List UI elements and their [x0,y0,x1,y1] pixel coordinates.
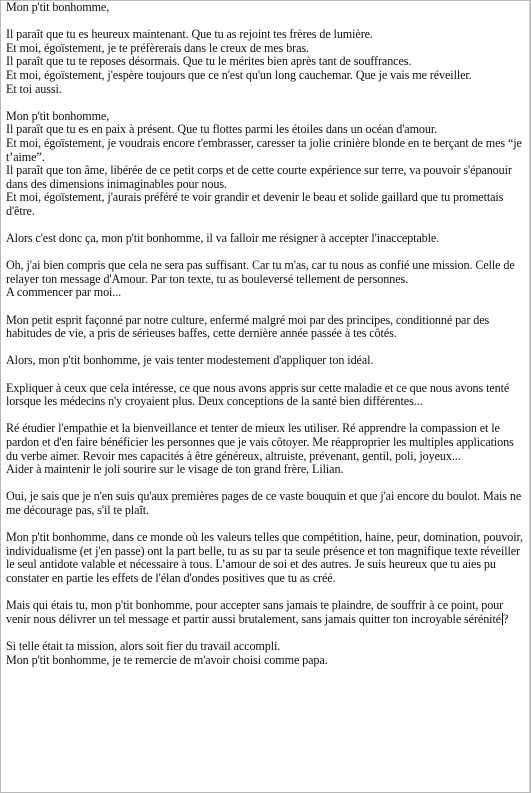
paragraph-4: Alors c'est donc ça, mon p'tit bonhomme, il va falloir me résigner à accepter l'inacceptable. [6,231,440,246]
paragraph-1: Mon p'tit bonhomme, [6,0,110,14]
paragraph-2: Il paraît que tu es heureux maintenant. Que tu as rejoint tes frères de lumière. Et moi, égoïstement, je te préfèrerais dans le creux de mes bras. Il paraît que tu te reposes désormais. Que tu le mérites bien après tant de souffrances. Et moi, égoïstement, j'espère toujours que ce n'est qu'un long cauchemar. Que je vais me réveiller. Et toi aussi. [6,27,472,96]
paragraph-11: Mon p'tit bonhomme, dans ce monde où les valeurs telles que compétition, haine, peur, domination, pouvoir, individualisme (et j'en passe) ont la part belle, tu as su par ta seule présence et ton magnifique texte réveiller le seul antidote valable et nécessaire à tous. L’amour de soi et des autres. Je suis heureux que tu aies pu constater en partie les effets de l'élan d'ondes positives que tu as créé. [6,530,523,585]
document-body[interactable] [6,1,528,681]
paragraph-6: Mon petit esprit façonné par notre culture, enfermé malgré moi par des principes, conditionné par des habitudes de vie, a pris de sérieuses baffes, cette dernière année passée à tes côtés. [6,312,490,341]
page-right-edge [529,1,530,792]
paragraph-7: Alors, mon p'tit bonhomme, je vais tenter modestement d'appliquer ton idéal. [6,353,374,368]
paragraph-13: Si telle était ta mission, alors soit fier du travail accompli. Mon p'tit bonhomme, je te remercie de m'avoir choisi comme papa. [6,638,328,667]
paragraph-9: Ré étudier l'empathie et la bienveillance et tenter de mieux les utiliser. Ré apprendre la compassion et le pardon et d'en faire bénéficier les personnes que je vais côtoyer. Me réapproprier les multiples applications du verbe aimer. Revoir mes capacités à être généreux, altruiste, prévenant, gentil, poli, joyeux... Aider à maintenir le joli sourire sur le visage de ton grand frère, Lilian. [6,421,514,477]
paragraph-12 [6,599,528,626]
paragraph-12-tail: ? [503,611,509,626]
paragraph-12-text: Mais qui étais tu, mon p'tit bonhomme, pour accepter sans jamais te plaindre, de souffrir à ce point, pour venir nous délivrer un tel message et partir aussi brutalement, sans jamais quitter ton incroyable sérénité [6,598,504,626]
paragraph-8: Expliquer à ceux que cela intéresse, ce que nous avons appris sur cette maladie et ce que nous avons tenté lorsque les médecins n'y croyaient plus. Deux conceptions de la santé bien différentes... [6,380,510,409]
paragraph-5: Oh, j'ai bien compris que cela ne sera pas suffisant. Car tu m'as, car tu nous as confié une mission. Celle de relayer ton message d'Amour. Par ton texte, tu as bouleversé tellement de personnes. A commencer par moi... [6,258,515,300]
paragraph-10: Oui, je sais que je n'en suis qu'aux premières pages de ce vaste bouquin et que j'ai encore du boulot. Mais ne me décourage pas, s'il te plaît. [6,489,522,517]
paragraph-3: Mon p'tit bonhomme, Il paraît que tu es en paix à présent. Que tu flottes parmi les étoiles dans un océan d'amour. Et moi, égoïstement, je voudrais encore t'embrasser, caresser ta jolie crinière blonde en te berçant de mes “je t’aime”. Il paraît que ton âme, libérée de ce petit corps et de cette courte expérience sur terre, va pouvoir s'épanouir dans des dimensions inimaginables pour nous. Et moi, égoïstement, j'aurais préféré te voir grandir et devenir le beau et solide gaillard que tu promettais d'être. [6,108,522,218]
